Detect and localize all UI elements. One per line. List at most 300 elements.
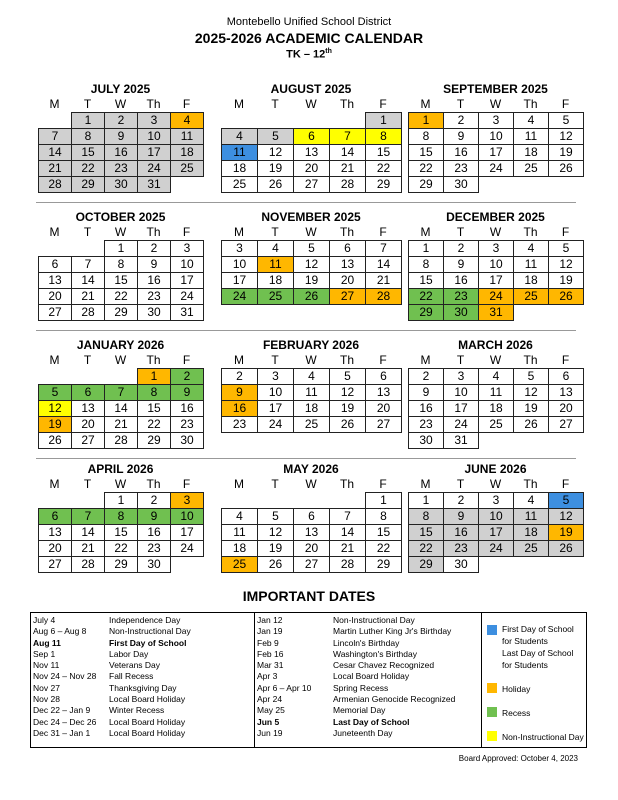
important-date-description: Local Board Holiday [333,671,410,682]
day-cell: 21 [71,540,105,557]
month-calendar [38,82,203,193]
day-cell: 15 [408,272,444,289]
empty-day-cell [329,492,366,509]
week-row [38,161,203,177]
important-date-row [255,638,480,649]
day-cell: 6 [38,256,72,273]
day-cell: 25 [221,176,258,193]
weekday-label: W [305,225,317,239]
important-date-description: Fall Recess [109,671,154,682]
day-cell: 14 [329,144,366,161]
important-date-description: Local Board Holiday [109,694,186,705]
day-cell: 18 [478,400,514,417]
day-cell: 5 [548,492,584,509]
day-cell: 25 [257,288,294,305]
weekday-label: W [114,97,127,111]
empty-day-cell [329,112,366,129]
weekday-header [221,96,401,112]
day-cell: 5 [38,384,72,401]
day-cell: 17 [221,272,258,289]
day-cell: 24 [257,416,294,433]
empty-day-cell [548,176,584,193]
day-cell: 28 [71,556,105,573]
important-date: Nov 27 [33,682,60,693]
weekday-label: F [379,225,387,239]
day-cell: 2 [408,368,444,385]
weekday-header [408,476,583,492]
day-cell: 4 [293,368,330,385]
month-calendar [408,82,583,193]
empty-day-cell [478,176,514,193]
day-cell: 11 [513,256,549,273]
day-cell: 11 [221,524,258,541]
day-cell: 28 [38,176,72,193]
day-cell: 15 [365,524,402,541]
week-row [408,557,583,573]
day-cell: 13 [38,272,72,289]
important-dates-left [31,613,253,747]
empty-day-cell [71,492,105,509]
month-calendar [221,210,401,305]
day-cell: 18 [221,540,258,557]
important-date: Jun 5 [257,716,280,727]
day-cell: 8 [408,508,444,525]
day-cell: 19 [513,400,549,417]
weekday-label: F [561,477,570,491]
day-cell: 4 [478,368,514,385]
swatch-recess [487,707,497,717]
legend-recess [487,707,530,719]
day-cell: 26 [513,416,549,433]
day-cell: 7 [365,240,402,257]
day-cell: 14 [104,400,138,417]
important-date-description: Juneteenth Day [333,727,393,738]
day-cell: 10 [478,256,514,273]
empty-day-cell [38,112,72,129]
empty-day-cell [38,368,72,385]
important-date-description: Non-Instructional Day [109,626,191,637]
day-cell: 25 [293,416,330,433]
weekday-label: Th [523,97,538,111]
day-cell: 17 [478,272,514,289]
week-row [38,305,203,321]
weekday-label: M [234,353,244,367]
day-cell: 20 [293,160,330,177]
day-cell: 18 [513,272,549,289]
day-cell: 29 [365,556,402,573]
week-row [221,273,401,289]
important-date-row [31,694,253,705]
day-cell: 4 [257,240,294,257]
day-cell: 5 [257,128,294,145]
day-cell: 5 [548,240,584,257]
important-date: Apr 6 – Apr 10 [257,682,312,693]
day-cell: 6 [38,508,72,525]
weekday-label: Th [339,225,354,239]
weekday-label: W [114,477,127,491]
row-divider [36,202,576,203]
important-dates-title: IMPORTANT DATES [242,588,376,604]
day-cell: 18 [513,144,549,161]
day-cell: 3 [257,368,294,385]
week-row [408,541,583,557]
week-row [408,368,583,385]
day-cell: 3 [478,240,514,257]
day-cell: 21 [329,540,366,557]
weekday-label: W [489,477,502,491]
day-cell: 29 [408,176,444,193]
day-cell: 10 [170,256,204,273]
weekday-header [408,352,583,368]
weekday-header [38,352,203,368]
weekday-label: F [561,97,570,111]
month-title: APRIL 2026 [87,462,154,476]
day-cell: 26 [38,432,72,449]
important-dates-middle [254,613,480,747]
day-cell: 24 [478,160,514,177]
day-cell: 23 [443,288,479,305]
week-row [408,492,583,509]
day-cell: 22 [408,288,444,305]
day-cell: 3 [443,368,479,385]
day-cell: 14 [365,256,402,273]
week-row [38,525,203,541]
day-cell: 29 [137,432,171,449]
week-row [38,112,203,129]
day-cell: 26 [548,540,584,557]
weekday-header [38,224,203,240]
week-row [408,145,583,161]
empty-day-cell [38,492,72,509]
empty-day-cell [293,112,330,129]
weekday-label: Th [523,353,538,367]
day-cell: 20 [329,272,366,289]
day-cell: 9 [221,384,258,401]
day-cell: 30 [170,432,204,449]
day-cell: 15 [137,400,171,417]
legend-first-day-2: for Students [502,636,548,646]
empty-day-cell [257,492,294,509]
weekday-label: M [420,97,431,111]
important-dates-table [30,612,587,748]
weekday-label: F [182,225,191,239]
week-row [408,509,583,525]
day-cell: 19 [257,540,294,557]
important-date: Jun 19 [257,727,283,738]
calendar-title: 2025-2026 ACADEMIC CALENDAR [194,30,424,46]
day-cell: 20 [38,540,72,557]
weekday-label: Th [146,225,161,239]
day-cell: 10 [137,128,171,145]
important-date-description: Labor Day [109,648,149,659]
day-cell: 22 [408,540,444,557]
important-date-row [255,660,480,671]
day-cell: 31 [478,304,514,321]
weekday-label: M [420,225,431,239]
week-row [221,385,401,401]
day-cell: 14 [38,144,72,161]
day-cell: 8 [104,256,138,273]
day-cell: 9 [104,128,138,145]
day-cell: 12 [257,144,294,161]
grade-range-suffix: th [325,48,332,55]
week-row [221,240,401,257]
month-title: DECEMBER 2025 [446,210,545,224]
day-cell: 8 [408,256,444,273]
day-cell: 5 [548,112,584,129]
week-row [221,541,401,557]
empty-day-cell [257,112,294,129]
important-date: Jan 19 [257,626,283,637]
week-row [408,161,583,177]
important-date-row [31,683,253,694]
weekday-header [221,476,401,492]
weekday-label: T [456,97,465,111]
grade-range [0,48,618,61]
important-date: Feb 9 [257,637,279,648]
week-row [221,289,401,305]
swatch-holiday [487,683,497,693]
week-row [221,401,401,417]
important-date-description: Memorial Day [333,705,386,716]
day-cell: 8 [71,128,105,145]
month-calendar [38,338,203,449]
weekday-label: W [305,97,317,111]
day-cell: 22 [408,160,444,177]
day-cell: 18 [257,272,294,289]
empty-day-cell [293,492,330,509]
day-cell: 2 [443,240,479,257]
weekday-label: Th [339,477,354,491]
day-cell: 6 [293,508,330,525]
day-cell: 20 [71,416,105,433]
weekday-label: T [271,225,279,239]
day-cell: 26 [293,288,330,305]
day-cell: 7 [71,256,105,273]
weekday-label: M [234,225,244,239]
empty-day-cell [38,240,72,257]
week-row [408,257,583,273]
day-cell: 22 [137,416,171,433]
day-cell: 2 [443,492,479,509]
day-cell: 30 [137,556,171,573]
week-row [38,257,203,273]
week-row [408,417,583,433]
day-cell: 2 [170,368,204,385]
month-title: MAY 2026 [283,462,339,476]
week-row [408,525,583,541]
weekday-label: T [271,97,279,111]
day-cell: 18 [513,524,549,541]
day-cell: 12 [257,524,294,541]
week-row [221,509,401,525]
day-cell: 3 [170,492,204,509]
week-row [408,177,583,193]
day-cell: 15 [408,524,444,541]
day-cell: 3 [478,112,514,129]
day-cell: 20 [38,288,72,305]
important-date-row [31,649,253,660]
day-cell: 4 [513,492,549,509]
important-date-description: Independence Day [109,615,181,625]
week-row [38,492,203,509]
day-cell: 11 [221,144,258,161]
empty-day-cell [548,556,584,573]
important-date-description: Spring Recess [333,682,389,693]
day-cell: 2 [221,368,258,385]
empty-day-cell [221,112,258,129]
important-date-row [255,728,480,739]
day-cell: 3 [221,240,258,257]
day-cell: 12 [548,508,584,525]
day-cell: 17 [137,144,171,161]
day-cell: 16 [443,272,479,289]
day-cell: 19 [329,400,366,417]
week-row [38,433,203,449]
month-title: AUGUST 2025 [270,82,352,96]
day-cell: 15 [71,144,105,161]
week-row [408,385,583,401]
weekday-label: W [305,477,317,491]
day-cell: 8 [137,384,171,401]
day-cell: 15 [104,272,138,289]
day-cell: 12 [548,256,584,273]
week-row [408,289,583,305]
day-cell: 17 [478,524,514,541]
day-cell: 27 [293,176,330,193]
day-cell: 30 [443,304,479,321]
weekday-label: Th [146,97,161,111]
weekday-label: M [420,477,431,491]
day-cell: 4 [513,240,549,257]
day-cell: 13 [71,400,105,417]
week-row [38,240,203,257]
day-cell: 28 [329,556,366,573]
day-cell: 16 [443,524,479,541]
day-cell: 29 [104,304,138,321]
day-cell: 3 [170,240,204,257]
day-cell: 30 [443,556,479,573]
week-row [38,273,203,289]
weekday-label: W [305,353,317,367]
month-calendar [221,82,401,193]
week-row [38,385,203,401]
legend-first-day-1: First Day of School [502,624,574,634]
month-title: NOVEMBER 2025 [261,210,361,224]
important-date-description: Martin Luther King Jr's Birthday [333,626,452,637]
important-date-row [255,649,480,660]
day-cell: 6 [293,128,330,145]
day-cell: 1 [104,240,138,257]
day-cell: 21 [38,160,72,177]
week-row [408,273,583,289]
day-cell: 17 [170,272,204,289]
important-date-row [31,615,253,626]
day-cell: 4 [221,128,258,145]
important-date-row [255,683,480,694]
day-cell: 10 [257,384,294,401]
day-cell: 21 [329,160,366,177]
week-row [221,492,401,509]
weekday-label: T [456,225,465,239]
day-cell: 12 [38,400,72,417]
swatch-non-instructional [487,731,497,741]
day-cell: 1 [408,492,444,509]
day-cell: 2 [443,112,479,129]
day-cell: 30 [408,432,444,449]
day-cell: 9 [137,508,171,525]
week-row [221,417,401,433]
legend-first-last-day [487,623,574,671]
weekday-label: T [83,353,92,367]
important-date-row [31,626,253,637]
day-cell: 18 [221,160,258,177]
day-cell: 24 [137,160,171,177]
day-cell: 24 [478,540,514,557]
weekday-label: M [49,225,60,239]
important-date: Nov 11 [33,660,60,671]
weekday-label: M [420,353,431,367]
day-cell: 17 [443,400,479,417]
day-cell: 25 [513,160,549,177]
day-cell: 29 [104,556,138,573]
day-cell: 7 [329,508,366,525]
weekday-label: W [489,225,502,239]
day-cell: 9 [443,128,479,145]
day-cell: 28 [104,432,138,449]
important-date-row [31,638,253,649]
week-row [408,433,583,449]
empty-day-cell [170,556,204,573]
day-cell: 17 [478,144,514,161]
day-cell: 23 [221,416,258,433]
important-date: Feb 16 [257,648,284,659]
day-cell: 3 [478,492,514,509]
day-cell: 27 [293,556,330,573]
day-cell: 3 [137,112,171,129]
day-cell: 5 [513,368,549,385]
empty-day-cell [71,240,105,257]
day-cell: 25 [170,160,204,177]
empty-day-cell [513,304,549,321]
legend [481,613,587,747]
important-date-row [255,717,480,728]
weekday-label: M [234,477,244,491]
day-cell: 13 [38,524,72,541]
week-row [408,240,583,257]
week-row [38,401,203,417]
day-cell: 26 [548,288,584,305]
important-date: Dec 22 – Jan 9 [33,705,91,716]
important-date-row [31,705,253,716]
day-cell: 1 [365,112,402,129]
day-cell: 27 [71,432,105,449]
day-cell: 25 [221,556,258,573]
empty-day-cell [548,432,584,449]
month-title: FEBRUARY 2026 [262,338,360,352]
day-cell: 23 [170,416,204,433]
day-cell: 20 [548,400,584,417]
important-date: Aug 11 [33,637,61,648]
day-cell: 10 [221,256,258,273]
day-cell: 10 [443,384,479,401]
grade-range-base: TK – 12 [286,48,326,61]
month-title: JUNE 2026 [464,462,527,476]
day-cell: 13 [293,144,330,161]
important-date: May 25 [257,705,285,716]
important-date: July 4 [33,615,56,625]
day-cell: 16 [137,524,171,541]
